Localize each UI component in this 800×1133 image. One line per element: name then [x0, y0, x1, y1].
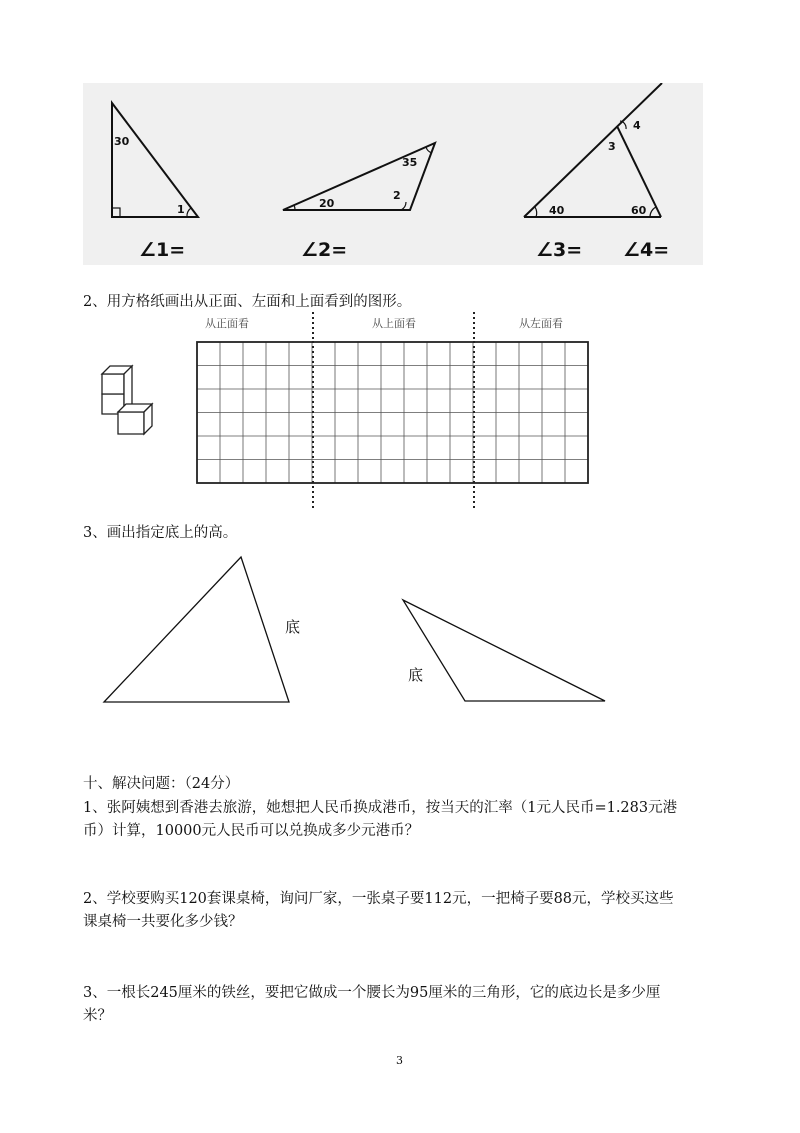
triangle-a	[104, 557, 289, 702]
angle-value-60: 60	[631, 204, 647, 217]
problem-2-line-2: 课桌椅一共要化多少钱？	[83, 914, 243, 930]
grid-header-top: 从上面看	[372, 317, 416, 330]
angle-value-2: 2	[393, 189, 401, 202]
angle-value-3: 3	[608, 140, 616, 153]
triangle-1	[112, 103, 198, 217]
grid-header-left: 从左面看	[519, 317, 563, 330]
angle-2-answer-label: ∠2=	[301, 239, 348, 261]
angle-value-4: 4	[633, 119, 641, 132]
angle-triangles	[83, 83, 703, 265]
triangle-3-extended-side	[524, 83, 662, 217]
angle-4-answer-label: ∠4=	[623, 239, 670, 261]
section-10-title: 十、解决问题：（24分）	[83, 776, 240, 792]
divider-2-top	[466, 312, 486, 342]
angle-2-arc	[401, 202, 406, 210]
angle-1-arc	[187, 208, 191, 217]
triangle-b	[403, 600, 605, 701]
triangle-2	[283, 143, 435, 210]
right-angle-mark	[112, 208, 120, 217]
angle-value-20: 20	[319, 197, 335, 210]
problem-1-line-1: 1、张阿姨想到香港去旅游，她想把人民币换成港币，按当天的汇率（1元人民币=1.283元港	[83, 800, 678, 816]
angle-value-30: 30	[114, 135, 130, 148]
base-label-b: 底	[408, 666, 424, 684]
problem-3-line-1: 3、一根长245厘米的铁丝，要把它做成一个腰长为95厘米的三角形，它的底边长是多少厘	[83, 985, 661, 1001]
angle-60-arc	[650, 207, 656, 217]
angle-1-answer-label: ∠1=	[139, 239, 186, 261]
divider-1-top	[305, 312, 325, 342]
angle-value-35: 35	[402, 156, 418, 169]
height-triangles	[90, 545, 620, 715]
grid-paper[interactable]	[196, 341, 590, 513]
cube-stack-figure	[98, 362, 166, 438]
angle-value-1: 1	[177, 203, 185, 216]
angle-35-arc	[426, 147, 432, 153]
angle-40-arc	[535, 207, 537, 217]
problem-2-line-1: 2、学校要购买120套课桌椅，询问厂家，一张桌子要112元，一把椅子要88元，学校买这些	[83, 891, 674, 907]
angle-figures-panel	[83, 83, 703, 265]
page-number: 3	[396, 1054, 403, 1067]
problem-1-line-2: 币）计算，10000元人民币可以兑换成多少元港币？	[83, 823, 420, 839]
base-label-a: 底	[285, 618, 301, 636]
problem-3-line-2: 米？	[83, 1008, 112, 1024]
grid-header-front: 从正面看	[205, 317, 249, 330]
angle-value-40: 40	[549, 204, 565, 217]
question-3-prompt: 3、画出指定底上的高。	[83, 525, 238, 541]
question-2-prompt: 2、用方格纸画出从正面、左面和上面看到的图形。	[83, 294, 412, 310]
angle-3-answer-label: ∠3=	[536, 239, 583, 261]
